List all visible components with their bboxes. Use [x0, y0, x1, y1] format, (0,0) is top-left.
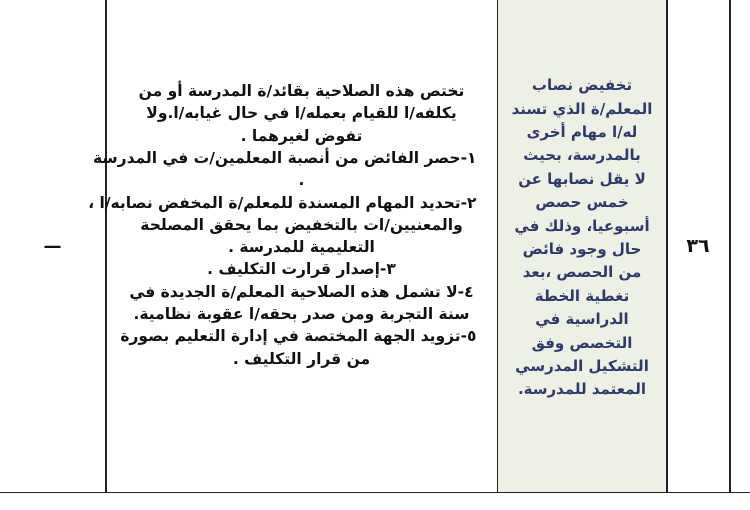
power-line: أسبوعيا، وذلك في [514, 216, 650, 235]
power-line: لا يقل نصابها عن [518, 169, 646, 188]
power-line: المعتمد للمدرسة. [517, 380, 647, 399]
scope-line: من قرار التكليف . [232, 349, 371, 368]
scope-line: التعليمية للمدرسة . [228, 238, 375, 257]
power-line: خمس حصص [535, 193, 629, 212]
scope-line: . [298, 171, 305, 190]
power-line: حال وجود فائض [522, 240, 642, 258]
scope-line: ٣-إصدار قرارت التكليف . [207, 260, 396, 279]
scope-line: ٤-لا تشمل هذه الصلاحية المعلم/ة الجديدة في [129, 282, 474, 301]
power-text [507, 74, 657, 402]
power-line: الدراسية في [535, 310, 629, 329]
power-line: التخصص وفق [531, 333, 633, 352]
scope-cell [88, 0, 497, 492]
power-line: المعلم/ة الذي تسند [511, 99, 653, 118]
power-line: تخفيض نصاب [531, 76, 633, 95]
column-divider [729, 0, 731, 493]
power-line: التشكيل المدرسي [515, 357, 649, 376]
scope-line: سنة التجربة ومن صدر بحقه/ا عقوبة نظامية. [133, 305, 470, 324]
empty-cell-dash: — [43, 235, 62, 257]
power-cell [498, 0, 666, 492]
scope-text [88, 80, 477, 370]
power-line: تغطية الخطة [534, 286, 630, 305]
power-line: بالمدرسة، بحيث [523, 146, 641, 165]
power-line: له/ا مهام أخرى [526, 122, 638, 141]
scope-line: يكلفه/ا للقيام بعمله/ا في حال غيابه/ا.ولا [146, 104, 457, 123]
power-line: من الحصص ،بعد [522, 263, 642, 282]
scope-line: ٢-تحديد المهام المسندة للمعلم/ة المخفض نصابه/ا ، [88, 193, 477, 212]
scope-line: ١-حصر الفائض من أنصبة المعلمين/ت في المدرسة [93, 148, 477, 167]
scope-line: والمعنيين/ات بالتخفيض بما يحقق المصلحة [140, 215, 463, 234]
scope-line: تفوض لغيرهما . [240, 126, 363, 145]
number-cell [667, 0, 729, 492]
row-number: ٣٦ [686, 235, 710, 257]
scope-line: ٥-تزويد الجهة المختصة في إدارة التعليم بصورة [120, 327, 477, 346]
scope-line: تختص هذه الصلاحية بقائد/ة المدرسة أو من [138, 82, 465, 101]
empty-cell [0, 0, 105, 492]
